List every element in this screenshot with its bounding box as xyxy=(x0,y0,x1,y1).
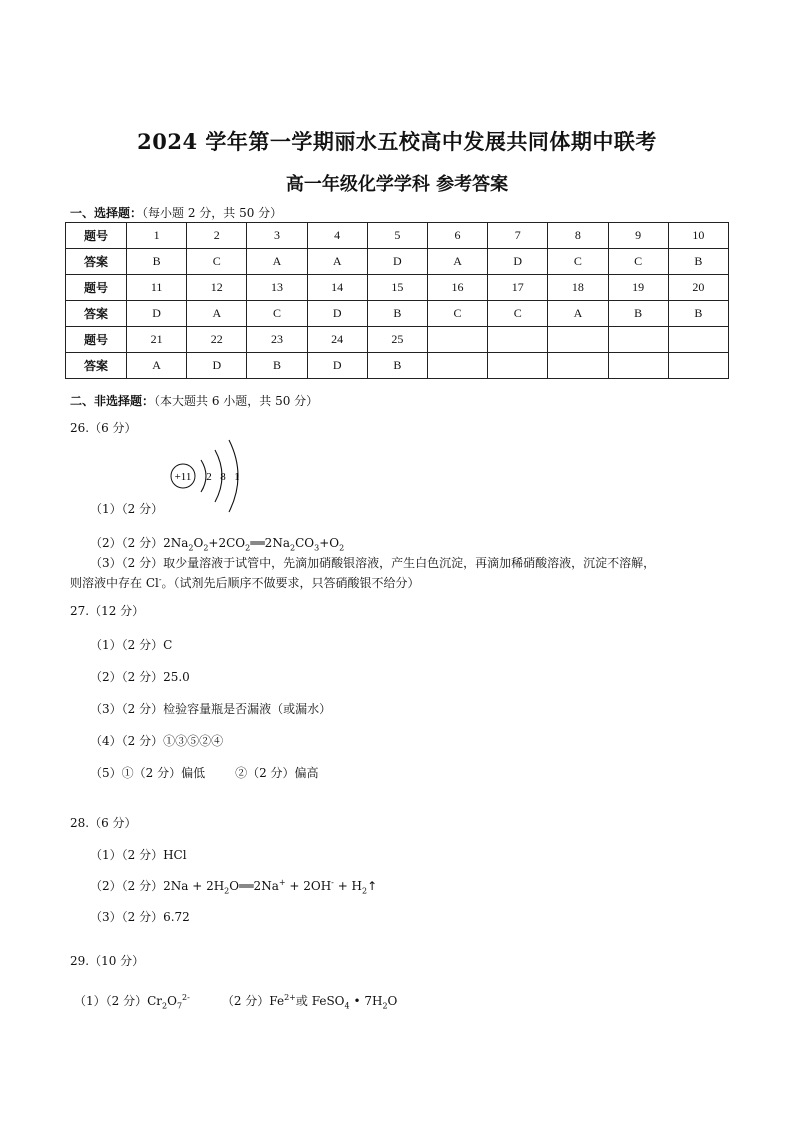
question-number-cell: 13 xyxy=(247,275,307,301)
q26-part-3-line-2 xyxy=(70,574,420,591)
q28-equation: $2Na + 2H_2O══2Na^+ + 2OH^-$ + $H_2↑$ xyxy=(163,878,378,896)
answer-cell: B xyxy=(668,249,728,275)
q29-part-1b-label: （2 分） xyxy=(221,994,270,1008)
q27-part-3: （3）（2 分）检验容量瓶是否漏液（或漏水） xyxy=(90,702,332,716)
table-row-numbers xyxy=(66,327,729,353)
answer-cell: C xyxy=(427,301,487,327)
q26-p3-text-b: 。（试剂先后顺序不做要求，只答硝酸银不给分） xyxy=(161,576,420,590)
question-number-cell: 20 xyxy=(668,275,728,301)
q27-part-5a: （5）①（2 分）偏低 xyxy=(90,766,206,780)
question-number-cell: 9 xyxy=(608,223,668,249)
row-label-answer: 答案 xyxy=(66,301,127,327)
question-number-cell: 17 xyxy=(488,275,548,301)
question-number-cell: 22 xyxy=(187,327,247,353)
question-number-cell: 25 xyxy=(367,327,427,353)
question-number-cell xyxy=(427,327,487,353)
q26-number: 26.（6 分） xyxy=(70,421,137,435)
table-row-numbers xyxy=(66,223,729,249)
page-title: 2024 学年第一学期丽水五校高中发展共同体期中联考 xyxy=(137,129,657,154)
answer-cell: A xyxy=(127,353,187,379)
answer-cell: A xyxy=(307,249,367,275)
question-number-cell: 3 xyxy=(247,223,307,249)
question-number-cell: 8 xyxy=(548,223,608,249)
answer-cell: B xyxy=(367,301,427,327)
shell-electrons-1: 2 xyxy=(206,471,212,483)
answer-cell xyxy=(548,353,608,379)
table-row-answers xyxy=(66,353,729,379)
question-number-cell xyxy=(608,327,668,353)
answer-cell: A xyxy=(187,301,247,327)
answer-cell: C xyxy=(608,249,668,275)
question-number-cell: 6 xyxy=(427,223,487,249)
question-number-cell: 2 xyxy=(187,223,247,249)
question-number-cell: 14 xyxy=(307,275,367,301)
q27-number: 27.（12 分） xyxy=(70,604,145,618)
section-2-heading xyxy=(70,392,318,409)
answer-table xyxy=(65,222,729,379)
shell-electrons-2: 8 xyxy=(220,471,226,483)
question-number-cell: 21 xyxy=(127,327,187,353)
q27-part-2: （2）（2 分）25.0 xyxy=(90,670,190,684)
row-label-question: 题号 xyxy=(66,327,127,353)
q27-part-5b: ②（2 分）偏高 xyxy=(235,766,319,780)
question-number-cell: 19 xyxy=(608,275,668,301)
question-number-cell: 18 xyxy=(548,275,608,301)
q27-part-4: （4）（2 分）①③⑤②④ xyxy=(90,734,224,748)
question-number-cell: 10 xyxy=(668,223,728,249)
q29-part-1-label: （1）（2 分） xyxy=(74,994,148,1008)
question-number-cell xyxy=(668,327,728,353)
answer-cell: D xyxy=(367,249,427,275)
question-number-cell: 24 xyxy=(307,327,367,353)
answer-cell: A xyxy=(427,249,487,275)
table-row-numbers xyxy=(66,275,729,301)
table-row-answers xyxy=(66,301,729,327)
answer-cell: A xyxy=(548,301,608,327)
question-number-cell: 11 xyxy=(127,275,187,301)
answer-cell: B xyxy=(127,249,187,275)
question-number-cell: 4 xyxy=(307,223,367,249)
question-number-cell xyxy=(548,327,608,353)
question-number-cell: 15 xyxy=(367,275,427,301)
answer-cell xyxy=(488,353,548,379)
q29-number: 29.（10 分） xyxy=(70,954,145,968)
q26-part-3-line-1: （3）（2 分）取少量溶液于试管中，先滴加硝酸银溶液，产生白色沉淀，再滴加稀硝酸溶液，沉淀不溶解， xyxy=(90,556,656,570)
question-number-cell: 16 xyxy=(427,275,487,301)
q28-part-2-label: （2）（2 分） xyxy=(90,879,164,893)
table-row-answers xyxy=(66,249,729,275)
answer-cell: A xyxy=(247,249,307,275)
question-number-cell: 7 xyxy=(488,223,548,249)
question-number-cell: 1 xyxy=(127,223,187,249)
q26-equation: $2Na_2O_2+2CO_2══2Na_2CO_3+O_2$ xyxy=(163,536,345,553)
answer-cell: D xyxy=(488,249,548,275)
shell-electrons-3: 1 xyxy=(234,471,240,483)
q28-number: 28.（6 分） xyxy=(70,816,137,830)
q28-part-2 xyxy=(90,877,377,895)
row-label-answer: 答案 xyxy=(66,353,127,379)
q26-part-2 xyxy=(90,534,344,552)
q28-part-3: （3）（2 分）6.72 xyxy=(90,910,190,924)
q29-part-1 xyxy=(74,992,397,1010)
page-subtitle: 高一年级化学学科 参考答案 xyxy=(285,174,509,195)
row-label-question: 题号 xyxy=(66,223,127,249)
answer-cell: C xyxy=(247,301,307,327)
section-1-title: 一、选择题： xyxy=(70,206,143,220)
section-2-title: 二、非选择题： xyxy=(70,394,155,408)
nucleus-charge: +11 xyxy=(174,471,192,483)
q26-part-1: （1）（2 分） xyxy=(90,502,164,516)
answer-cell xyxy=(668,353,728,379)
row-label-answer: 答案 xyxy=(66,249,127,275)
answer-cell: C xyxy=(548,249,608,275)
answer-cell: B xyxy=(668,301,728,327)
sodium-atom-structure-diagram xyxy=(168,438,258,514)
q26-p3-text-a: 则溶液中存在 Cl xyxy=(70,576,159,590)
question-number-cell: 5 xyxy=(367,223,427,249)
question-number-cell: 23 xyxy=(247,327,307,353)
answer-cell: B xyxy=(608,301,668,327)
section-1-heading xyxy=(70,204,282,221)
answer-cell: D xyxy=(127,301,187,327)
answer-cell: D xyxy=(307,301,367,327)
section-1-note: （每小题 2 分，共 50 分） xyxy=(142,206,283,220)
q29-formula-b: $Fe^{2+}$或 FeSO$_4$ • $7H_2O$ xyxy=(269,993,398,1011)
answer-cell: D xyxy=(307,353,367,379)
q29-formula-a: $Cr_2O_7^{2-}$ xyxy=(147,993,190,1011)
row-label-question: 题号 xyxy=(66,275,127,301)
answer-cell: C xyxy=(187,249,247,275)
answer-cell: D xyxy=(187,353,247,379)
question-number-cell xyxy=(488,327,548,353)
answer-cell: C xyxy=(488,301,548,327)
q27-part-1: （1）（2 分）C xyxy=(90,638,173,652)
q26-part-2-label: （2）（2 分） xyxy=(90,536,164,550)
answer-cell xyxy=(427,353,487,379)
answer-cell xyxy=(608,353,668,379)
section-2-note: （本大题共 6 小题，共 50 分） xyxy=(154,394,319,408)
answer-cell: B xyxy=(367,353,427,379)
q28-part-1: （1）（2 分）HCl xyxy=(90,848,187,862)
q27-part-5 xyxy=(90,764,319,781)
answer-cell: B xyxy=(247,353,307,379)
shell-arc-1 xyxy=(201,460,206,492)
q26-p3-sup: - xyxy=(158,575,162,584)
question-number-cell: 12 xyxy=(187,275,247,301)
